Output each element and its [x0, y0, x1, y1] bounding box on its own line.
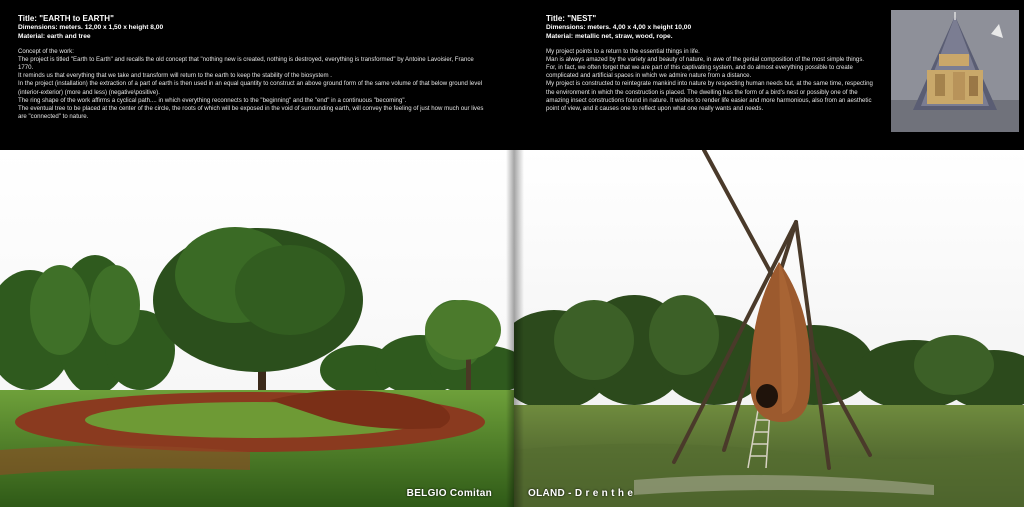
right-page — [514, 0, 1024, 507]
right-paragraph: My project is constructed to reintegrate mankind into nature by respecting human needs but, at the same time, respecting the environment in which the construction is placed. The dwelling has the form of a bird's nest or possibly one of the amazing insect constructions found in nature. It wishes to render life easier and more harmonious, also from an aesthetic point of view, and it causes one to reflect upon what one really wants and needs. — [546, 80, 873, 113]
left-paragraph: In the project (installation) the extraction of a part of earth is then used in an equal quantity to construct an above ground form of the same volume of that below ground level (interior-exterior) (more and less) (negative\positive). — [18, 80, 483, 96]
nest-model-render — [891, 10, 1019, 132]
left-title: Title: "EARTH to EARTH" — [18, 14, 114, 23]
left-paragraph: The project is titled "Earth to Earth" and recalls the old concept that "nothing new is created, nothing is destroyed, everything is transformed" by Antoine Lavoisier, France 1770. — [18, 55, 474, 71]
left-paragraph: Concept of the work: — [18, 47, 74, 55]
nest-field-illustration — [514, 150, 1024, 507]
nest-photo — [514, 150, 1024, 507]
right-paragraph: Man is always amazed by the variety and beauty of nature, in awe of the genial composition of the most simple things. For, in fact, we often forget that we are part of this captivating system, and do almost everything possible to create complicated and artificial spaces in which we admire nature from a distance. — [546, 55, 865, 80]
left-paragraph: It reminds us that everything that we take and transform will return to the earth to keep the stability of the biosystem . — [18, 72, 332, 80]
left-location-caption: BELGIO Comitan — [406, 488, 492, 499]
right-material: Material: metallic net, straw, wood, rope. — [546, 32, 673, 40]
right-paragraph: My project points to a return to the essential things in life. — [546, 47, 700, 55]
nest-model-illustration — [891, 10, 1019, 132]
earth-ring-illustration — [0, 150, 514, 507]
right-dimensions: Dimensions: meters. 4,00 x 4,00 x height 10,00 — [546, 24, 692, 32]
left-material: Material: earth and tree — [18, 32, 91, 40]
left-dimensions: Dimensions: meters. 12,00 x 1,50 x height 8,00 — [18, 24, 164, 32]
left-text-panel — [0, 0, 514, 150]
earth-ring-photo — [0, 150, 514, 507]
right-location-caption: OLAND - D r e n t h e — [528, 488, 634, 499]
left-paragraph: The eventual tree to be placed at the center of the circle, the roots of which will be exposed in the void of surrounding earth, will convey the feeling of just how much our lives are "connected" to nature. — [18, 105, 484, 121]
book-spine-shadow — [506, 0, 524, 507]
right-text-panel — [514, 0, 1024, 150]
right-title: Title: "NEST" — [546, 14, 597, 23]
left-paragraph: The ring shape of the work affirms a cyclical path.... in which everything reconnects to the "beginning" and the "end" in a continuous "becoming". — [18, 96, 407, 104]
